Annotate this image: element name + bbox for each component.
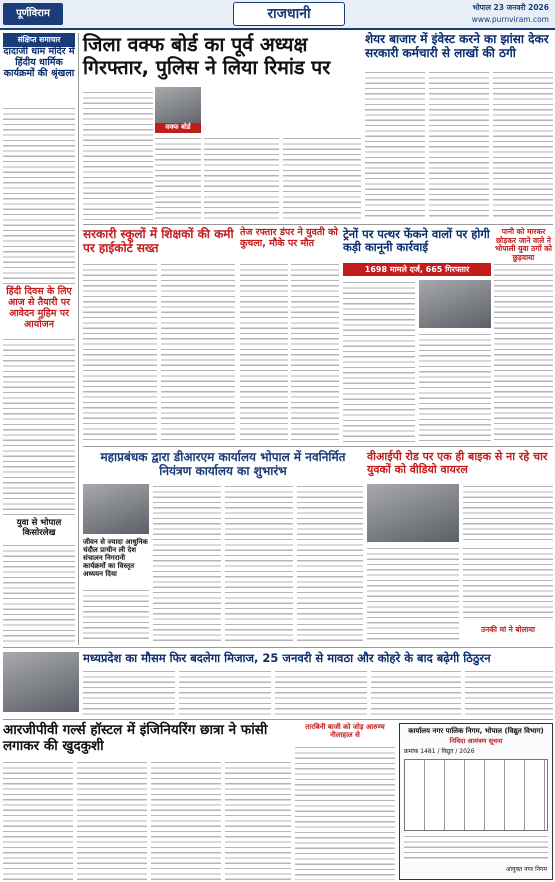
hostel-headline[interactable]: आरजीपीवी गर्ल्स हॉस्टल में इंजिनियरिंग छात्रा ने फांसी लगाकर की खुदकुशी [3, 722, 268, 754]
train-photo [419, 280, 491, 328]
weather-photo [3, 652, 79, 712]
vip-road-photo [367, 484, 459, 542]
brief-headline-2[interactable]: हिंदी दिवस के लिए आज से तैयारी पर आवेदन मुहिम पर आयोजन [6, 286, 72, 330]
lead-body-4 [155, 136, 201, 220]
vip-road-kicker: उनकी मां ने बोलाया [481, 625, 535, 634]
notice-ref: क्रमांक 1481 / विद्युत / 2026 [404, 748, 475, 755]
lead-body-1 [83, 90, 153, 220]
lead-photo-caption: वक्फ बोर्ड [155, 123, 201, 133]
health-body [83, 588, 149, 643]
section-rule-2 [83, 446, 553, 447]
share-scam-body-2 [429, 70, 489, 220]
weather-body-5 [465, 669, 553, 716]
hostel-body-3 [151, 760, 221, 880]
gm-headline[interactable]: महाप्रबंधक द्वारा डीआरएम कार्यालय भोपाल में नवनिर्मित नियंत्रण कार्यालय का शुभारंभ [100, 450, 346, 478]
train-body-1 [343, 280, 415, 442]
water-body [494, 262, 553, 442]
gm-photo [83, 484, 149, 534]
brief-headline-3[interactable]: युवा से भोपाल किसोरलेख [16, 518, 62, 538]
vip-road-body-3 [463, 546, 553, 621]
train-headline[interactable]: ट्रेनों पर पत्थर फेंकने वालों पर होगी कड़ी कानूनी कार्रवाई [343, 227, 490, 255]
weather-body-2 [179, 669, 271, 716]
train-body-2 [419, 332, 491, 442]
weather-headline[interactable]: मध्यप्रदेश का मौसम फिर बदलेगा मिजाज, 25 जनवरी से मावठा और कोहरे के बाद बढ़ेगी ठिठुरन [83, 651, 491, 665]
weather-body-3 [275, 669, 367, 716]
accident-body-1 [240, 262, 288, 442]
vip-road-headline[interactable]: वीआईपी रोड पर एक ही बाइक से ना रहे चार युवकों को वीडियो वायरल [367, 450, 548, 476]
notice-signatory: आयुक्त नगर निगम [505, 866, 547, 873]
schools-body-1 [83, 262, 157, 442]
hostel-body-1 [3, 760, 73, 880]
edition-date: भोपाल 23 जनवरी 2026 [472, 3, 549, 12]
brief-body-2 [3, 337, 75, 515]
accident-headline[interactable]: तेज रफ्तार डंपर ने युवती को कुचला, मौके पर मौत [240, 227, 338, 249]
tender-notice-ad[interactable] [399, 723, 553, 880]
share-scam-body-1 [365, 70, 425, 220]
vip-road-body-1 [463, 484, 553, 542]
share-scam-headline[interactable]: शेयर बाजार में इंवेस्ट करने का झांसा देकर सरकारी कर्मचारी से लाखों की ठगी [365, 32, 549, 60]
share-scam-body-3 [493, 70, 553, 220]
section-rule [83, 224, 553, 225]
masthead [0, 0, 555, 30]
brief-news-banner: संक्षिप्त समाचार [3, 33, 75, 47]
website-link[interactable]: www.purnviram.com [471, 15, 549, 24]
schools-headline[interactable]: सरकारी स्कूलों में शिक्षकों की कमी पर हाईकोर्ट सख्त [83, 227, 234, 255]
accident-body-2 [291, 262, 339, 442]
notice-subtitle: निविदा आमंत्रण सूचना [449, 737, 503, 745]
lead-headline[interactable]: जिला वक्फ बोर्ड का पूर्व अध्यक्ष गिरफ्तार, पुलिस ने लिया रिमांड पर [83, 33, 331, 80]
vip-road-body-2 [367, 546, 459, 643]
gm-body-1 [153, 484, 221, 643]
hostel-body-2 [77, 760, 147, 880]
schools-body-2 [161, 262, 235, 442]
health-headline[interactable]: जीवन से ज्यादा आधुनिक चंदौल प्राचीन ली देश संचालन निगरानी कार्यक्रमों का विस्तृत अध्ययन दिया [83, 538, 148, 579]
notice-kicker: तारबिनी बाजी को जोड़ आरुण्य नीलाहाल से [305, 723, 385, 740]
brief-body-1 [3, 106, 75, 284]
notice-table [404, 759, 548, 831]
newspaper-logo[interactable]: पूर्णविराम [3, 3, 63, 25]
section-rule-3 [3, 647, 553, 648]
weather-body-4 [371, 669, 461, 716]
lead-body-3 [283, 136, 361, 220]
section-title: राजधानी [233, 2, 345, 26]
water-headline[interactable]: पानी को मारकर छोड़कर जाने वाले ने भोपाली युवा ठगों को छुड़वाया [495, 227, 552, 262]
brief-headline-1[interactable]: दादाजी धाम मंदिर में हिंदीय धार्मिक कार्यक्रमों की श्रृंखला [3, 46, 75, 79]
gm-body-2 [225, 484, 293, 643]
gm-body-3 [297, 484, 363, 643]
section-rule-4 [3, 719, 553, 720]
lead-body-2 [204, 136, 279, 220]
notice-terms [404, 834, 548, 862]
brief-body-3 [3, 543, 75, 643]
notice-title: कार्यालय नगर पालिक निगम, भोपाल (विद्युत विभाग) [408, 727, 544, 735]
weather-body-1 [83, 669, 175, 716]
column-divider [78, 33, 79, 645]
hostel-body-4 [225, 760, 291, 880]
train-stat-banner: 1698 मामले दर्ज, 665 गिरफ्तार [343, 263, 491, 276]
notice-side-body [295, 745, 395, 880]
